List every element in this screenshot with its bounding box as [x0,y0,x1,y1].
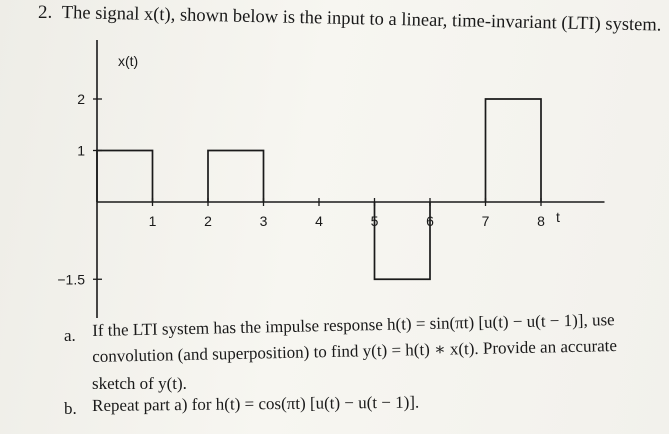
x-axis-label: t [556,209,560,225]
pulse-3 [375,202,431,279]
pulse-2 [208,151,264,203]
part-b-text: Repeat part a) for h(t) = cos(πt) [u(t) − u(t − 1)]. [92,392,420,415]
plot-pulses [97,99,541,279]
y-tick-label-2: 2 [77,91,85,107]
part-a-text-line2: convolution (and superposition) to find y(t) = h(t) ∗ x(t). Provide an accurate [92,336,618,366]
pulse-4 [486,99,542,202]
x-tick-label-1: 1 [148,213,157,229]
question-number: 2. [38,2,53,23]
x-tick-label-5: 5 [370,213,379,229]
y-tick-label--1.5: −1.5 [57,271,85,288]
pulse-1 [97,151,153,203]
part-b-label: b. [64,399,77,418]
plot-title: x(t) [118,53,139,69]
x-tick-label-3: 3 [259,213,268,229]
part-a-text-line1: If the LTI system has the impulse response h(t) = sin(πt) [u(t) − u(t − 1)], use [92,310,615,340]
x-tick-label-7: 7 [481,213,490,229]
plot-ticks [57,91,545,287]
x-tick-label-8: 8 [537,213,545,229]
y-tick-label-1: 1 [77,142,85,159]
part-a-label: a. [64,326,76,345]
question-intro: The signal x(t), shown below is the input to a linear, time-invariant (LTI) system. [61,3,662,36]
plot-axes [97,40,605,318]
x-tick-label-6: 6 [426,213,434,229]
part-a-text-line3: sketch of y(t). [92,374,187,393]
x-tick-label-4: 4 [315,213,323,229]
x-tick-label-2: 2 [204,213,212,229]
